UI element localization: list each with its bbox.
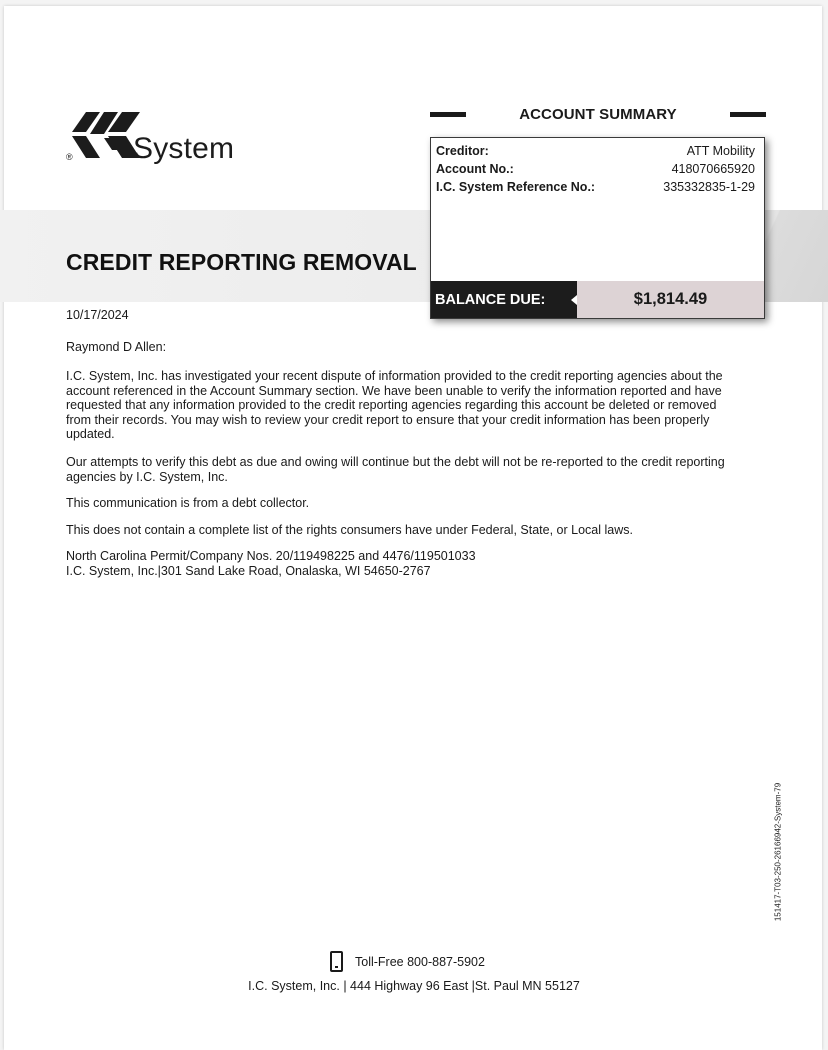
document-code: 151417-T03-250-26166942-System-79: [773, 782, 783, 922]
paragraph-verification: Our attempts to verify this debt as due and owing will continue but the debt will not be re-reported to the credit reporting agencies by I.C. System, Inc.: [66, 455, 725, 484]
salutation: Raymond D Allen:: [66, 340, 167, 354]
page-title: CREDIT REPORTING REMOVAL: [66, 249, 417, 275]
letter-date: 10/17/2024: [66, 308, 129, 322]
summary-row-account-no: [436, 161, 755, 178]
reference-no-label: I.C. System Reference No.:: [436, 180, 596, 194]
balance-due-label-cell: [431, 281, 577, 318]
paragraph-dispute: I.C. System, Inc. has investigated your recent dispute of information provided to the credit reporting agencies about the account referenced in the Account Summary section. We have been unable to verify the information reported and have requested that any information provided to the credit reporting agencies regarding this account be deleted or removed from their records. You may wish to review your credit report to ensure that your credit information has been properly updated.: [66, 369, 723, 441]
paragraph-debt-collector: This communication is from a debt collector.: [66, 496, 310, 510]
account-summary-title: ACCOUNT SUMMARY: [519, 106, 677, 123]
permit-line: North Carolina Permit/Company Nos. 20/119498225 and 4476/119501033: [66, 549, 476, 563]
balance-due-label: BALANCE DUE:: [435, 291, 546, 308]
logo-registered-mark: ®: [66, 152, 73, 162]
toll-free-number: Toll-Free 800-887-5902: [355, 954, 485, 969]
footer-address: I.C. System, Inc. | 444 Highway 96 East |St. Paul MN 55127: [248, 979, 580, 993]
permit-and-address: [66, 549, 742, 578]
account-summary-box: [430, 137, 765, 319]
creditor-label: Creditor:: [436, 144, 489, 158]
account-no-value: 418070665920: [671, 162, 755, 176]
company-address-line: I.C. System, Inc.|301 Sand Lake Road, Onalaska, WI 54650-2767: [66, 563, 431, 578]
account-summary-header: [430, 106, 766, 123]
pointer-notch-icon: [571, 295, 577, 305]
title-rule-right: [730, 112, 766, 117]
summary-row-creditor: [436, 143, 755, 160]
balance-due-bar: [431, 281, 764, 318]
balance-due-amount: $1,814.49: [577, 281, 764, 318]
logo-wordmark: System: [133, 132, 235, 165]
title-rule-left: [430, 112, 466, 117]
paragraph-rights: This does not contain a complete list of the rights consumers have under Federal, State, or Local laws.: [66, 523, 633, 537]
creditor-value: ATT Mobility: [686, 144, 755, 158]
account-no-label: Account No.:: [436, 162, 514, 176]
phone-icon: [330, 951, 343, 972]
footer-phone: [330, 951, 485, 972]
summary-row-reference-no: [436, 179, 755, 196]
reference-no-value: 335332835-1-29: [663, 180, 755, 194]
